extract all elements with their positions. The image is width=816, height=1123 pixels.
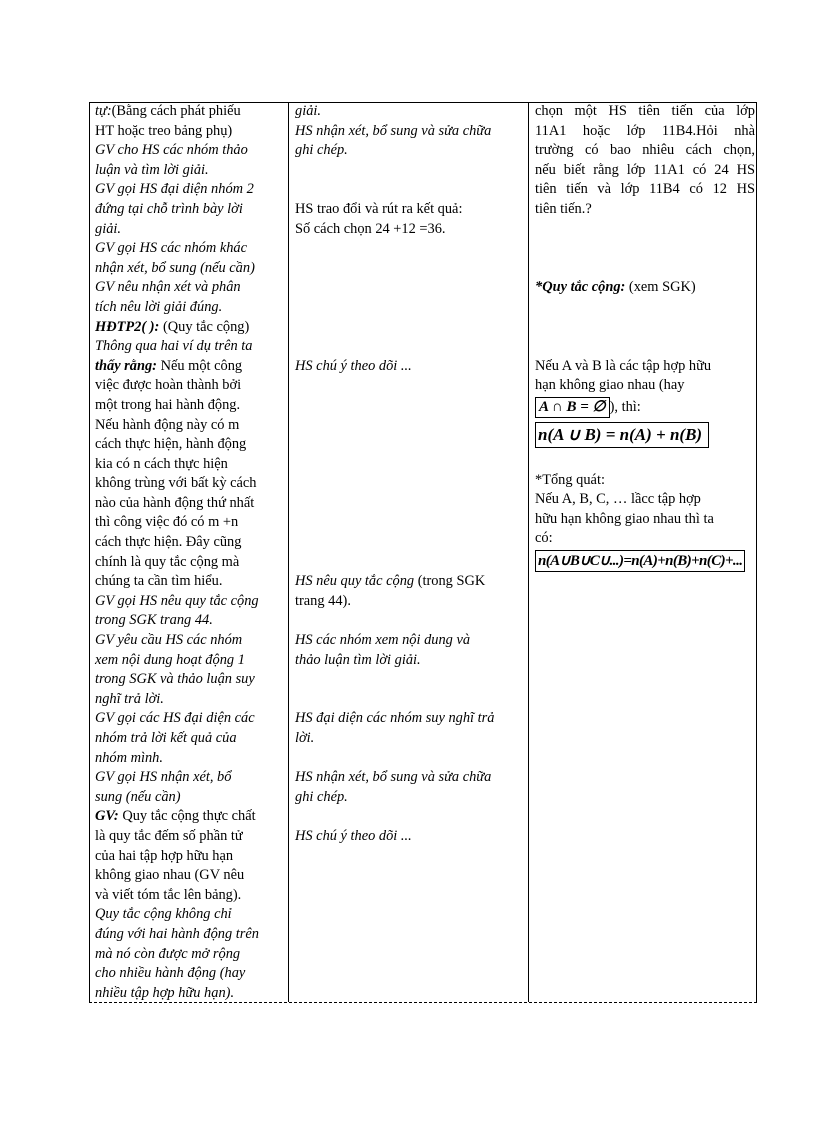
text-line [535,200,755,220]
text-line [95,670,287,690]
column-divider-1 [288,102,289,1002]
text-line [295,827,529,847]
blank-line [295,553,529,573]
text-line [95,866,287,886]
blank-line [535,298,755,318]
text-line [295,651,529,671]
blank-line [535,220,755,240]
text-line [95,435,287,455]
text-line [95,318,287,338]
text-line [535,278,755,298]
text-run: kia có n cách thực hiện [95,455,228,472]
text-line [535,102,755,122]
blank-line [295,807,529,827]
blank-line [295,278,529,298]
text-line [535,122,755,142]
text-run: nhóm mình. [95,749,163,766]
text-run: trang 44). [295,592,351,609]
text-line [95,122,287,142]
text-line [95,807,287,827]
text-run: cách thực hiện, hành động [95,436,247,453]
text-run: xem nội dung hoạt động 1 [95,651,245,668]
blank-line [295,298,529,318]
text-run: việc được hoàn thành bởi [95,377,242,394]
text-run: GV gọi HS đại diện nhóm 2 [95,181,254,198]
text-run: trong SGK và thảo luận suy [95,671,255,688]
text-run: không trùng với bất kỳ cách [95,475,257,492]
text-line [295,572,529,592]
text-line [95,905,287,925]
text-run: Nếu A và B là các tập hợp hữu [535,357,712,374]
text-line [535,180,755,200]
text-run: có: [535,530,553,547]
text-line [295,788,529,808]
text-line [535,161,755,181]
text-run: chọn một HS tiên tiến của lớp [535,103,755,119]
text-run: Số cách chọn 24 +12 =36. [295,220,446,237]
text-line [535,357,755,377]
text-run: ghi chép. [295,788,348,805]
text-run: HS trao đổi và rút ra kết quả: [295,200,463,217]
text-line [295,709,529,729]
blank-line [295,474,529,494]
text-run: (trong SGK [414,573,486,590]
text-line [95,729,287,749]
formula-box: n(A∪B∪C∪...)=n(A)+n(B)+n(C)+... [535,550,745,572]
text-line [95,298,287,318]
text-run: thì công việc đó có m +n [95,514,239,531]
text-run: và viết tóm tắc lên bảng). [95,886,242,903]
text-line [95,572,287,592]
text-run: GV gọi các HS đại diện các [95,710,255,727]
text-line [535,490,755,510]
text-line [95,396,287,416]
text-line [295,200,529,220]
text-line [535,396,755,419]
text-run: HS nhận xét, bổ sung và sửa chữa [295,122,492,139]
student-activities-column [295,102,529,847]
blank-line [535,318,755,338]
text-run: chính là quy tắc cộng mà [95,553,240,570]
text-run: GV gọi HS nêu quy tắc cộng [95,592,259,609]
blank-line [295,396,529,416]
text-run: nếu biết rằng lớp 11A1 có 24 HS [535,161,755,178]
text-run: HS đại diện các nhóm suy nghĩ trả [295,710,495,727]
text-run: hữu hạn không giao nhau thì ta [535,510,714,527]
text-line [535,141,755,161]
text-run: nhận xét, bổ sung (nếu cần) [95,259,255,276]
blank-line [295,259,529,279]
blank-line [295,494,529,514]
text-run: HS nêu quy tắc cộng [295,573,415,590]
blank-line [295,513,529,533]
text-line [295,102,529,122]
text-line [95,984,287,1004]
text-line [535,421,755,449]
text-run: không giao nhau (GV nêu [95,867,245,884]
text-run: cho nhiều hành động (hay [95,965,246,982]
text-line [95,886,287,906]
table-right-border [756,102,757,1002]
text-run: thảo luận tìm lời giải. [295,651,421,668]
text-line [295,729,529,749]
blank-line [295,533,529,553]
text-run: của hai tập hợp hữu hạn [95,847,234,864]
text-line [95,474,287,494]
text-run: đứng tại chỗ trình bày lời [95,200,243,217]
text-run: (Bằng cách phát phiếu [111,103,241,119]
text-run: GV cho HS các nhóm thảo [95,142,248,159]
text-run: chúng ta cần tìm hiểu. [95,573,223,590]
text-line [95,788,287,808]
text-run: trường có bao nhiêu cách chọn, [535,142,755,159]
blank-line [295,318,529,338]
blank-line [295,239,529,259]
text-run: HĐTP2( ): [95,318,160,335]
text-run: nào của hành động thứ nhất [95,494,255,511]
text-run: sung (nếu cần) [95,788,181,805]
text-run: GV nêu nhận xét và phân [95,279,241,296]
text-line [95,220,287,240]
blank-line [535,451,755,471]
text-line [95,200,287,220]
text-run: *Tổng quát: [535,471,605,488]
text-run: (Quy tắc cộng) [159,318,250,335]
text-line [295,141,529,161]
text-run: thấy rằng: [95,357,157,374]
blank-line [535,239,755,259]
text-line [95,553,287,573]
lesson-content-column [535,102,755,575]
text-line [295,631,529,651]
text-run: ), thì: [609,398,641,415]
text-run: một trong hai hành động. [95,396,241,413]
formula-box: n(A ∪ B) = n(A) + n(B) [535,422,709,448]
text-run: giải. [295,103,321,119]
blank-line [295,376,529,396]
text-line [95,709,287,729]
text-run: *Quy tắc cộng: [535,279,626,296]
text-line [535,471,755,491]
text-run: HS chú ý theo dõi ... [295,357,412,374]
text-run: HS nhận xét, bổ sung và sửa chữa [295,769,492,786]
text-run: tích nêu lời giải đúng. [95,298,223,315]
text-line [95,945,287,965]
text-run: hạn không giao nhau (hay [535,377,685,394]
blank-line [295,670,529,690]
text-run: ghi chép. [295,142,348,159]
blank-line [295,180,529,200]
text-line [95,357,287,377]
text-run: lời. [295,730,315,746]
blank-line [295,435,529,455]
text-line [95,847,287,867]
text-run: GV gọi HS nhận xét, bổ [95,769,232,786]
text-run: là quy tắc đếm số phần tử [95,827,243,844]
text-line [95,690,287,710]
text-run: nhiều tập hợp hữu hạn). [95,984,235,1001]
text-line [95,278,287,298]
blank-line [295,611,529,631]
blank-line [535,337,755,357]
text-line [95,513,287,533]
text-run: Thông qua hai ví dụ trên ta [95,338,253,355]
blank-line [295,161,529,181]
text-run: HS chú ý theo dõi ... [295,827,412,844]
text-line [95,494,287,514]
lesson-table [89,102,757,1002]
text-line [95,376,287,396]
text-run: trong SGK trang 44. [95,612,213,629]
text-line [95,337,287,357]
text-run: nghĩ trả lời. [95,690,164,707]
text-run: đúng với hai hành động trên [95,925,259,942]
text-run: HT hoặc treo bảng phụ) [95,122,233,139]
text-line [95,827,287,847]
text-line [295,220,529,240]
text-line [95,239,287,259]
formula-box: A ∩ B = ∅ [535,397,610,418]
text-line [95,161,287,181]
text-run: Nếu A, B, C, … lầcc tập hợp [535,491,701,508]
text-line [95,768,287,788]
text-run: nhóm trả lời kết quả của [95,730,237,746]
blank-line [535,259,755,279]
text-line [95,416,287,436]
text-line [95,651,287,671]
text-line [535,549,755,573]
text-run: Nếu một công [156,357,243,374]
blank-line [295,337,529,357]
text-line [95,964,287,984]
text-run: luận và tìm lời giải. [95,161,209,178]
text-line [95,533,287,553]
text-run: tự: [95,103,112,119]
text-run: GV gọi HS các nhóm khác [95,240,248,257]
text-line [295,122,529,142]
text-line [295,357,529,377]
text-line [95,455,287,475]
text-line [95,925,287,945]
text-line [535,376,755,396]
blank-line [295,416,529,436]
text-line [535,529,755,549]
text-line [95,592,287,612]
text-line [295,768,529,788]
blank-line [295,455,529,475]
text-run: mà nó còn được mở rộng [95,945,241,962]
text-run: GV: [95,808,119,825]
table-left-border [89,102,90,1002]
text-line [95,102,287,122]
blank-line [295,749,529,769]
text-line [535,510,755,530]
text-run: (xem SGK) [625,279,696,296]
text-run: GV yêu cầu HS các nhóm [95,632,243,649]
text-line [295,592,529,612]
text-line [95,631,287,651]
text-line [95,180,287,200]
text-run: HS các nhóm xem nội dung và [295,632,471,649]
text-line [95,749,287,769]
text-run: 11A1 hoặc lớp 11B4.Hỏi nhà [535,122,755,139]
text-line [95,611,287,631]
text-line [95,259,287,279]
text-run: tiên tiến và lớp 11B4 có 12 HS [535,181,755,198]
text-run: cách thực hiện. Đây cũng [95,534,242,551]
text-run: Quy tắc cộng thực chất [118,808,256,825]
text-line [95,141,287,161]
text-run: giải. [95,220,121,237]
text-run: Nếu hành động này có m [95,416,240,433]
text-run: tiên tiến.? [535,200,592,217]
blank-line [295,690,529,710]
teacher-activities-column [95,102,287,1003]
text-run: Quy tắc cộng không chỉ [95,906,232,923]
